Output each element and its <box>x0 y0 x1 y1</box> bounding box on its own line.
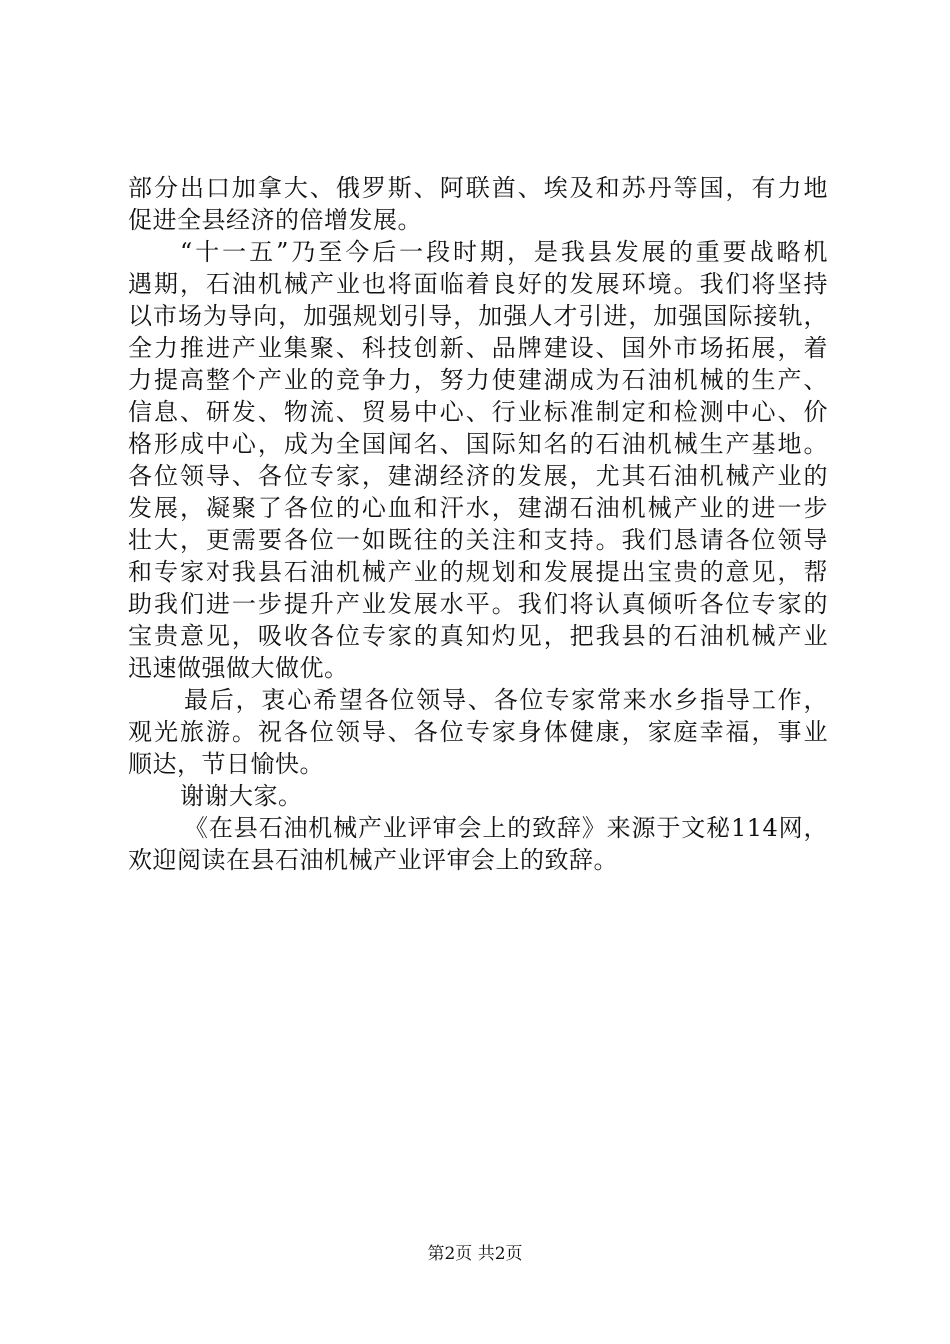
text-line: 《在县石油机械产业评审会上的致辞》来源于文秘114网， <box>184 814 828 842</box>
text-line: 信息、研发、物流、贸易中心、行业标准制定和检测中心、价 <box>128 398 828 426</box>
page-footer: 第2页 共2页 <box>427 1244 523 1264</box>
document-body <box>128 172 828 876</box>
text-line: 谢谢大家。 <box>180 782 303 810</box>
text-line: 格形成中心，成为全国闻名、国际知名的石油机械生产基地。 <box>128 430 828 458</box>
text-line: 部分出口加拿大、俄罗斯、阿联酋、埃及和苏丹等国，有力地 <box>128 174 828 202</box>
text-line: 宝贵意见，吸收各位专家的真知灼见，把我县的石油机械产业 <box>128 622 828 650</box>
text-line: 各位领导、各位专家，建湖经济的发展，尤其石油机械产业的 <box>128 462 828 490</box>
text-line: 欢迎阅读在县石油机械产业评审会上的致辞。 <box>128 846 618 874</box>
text-line: 以市场为导向，加强规划引导，加强人才引进，加强国际接轨， <box>128 302 828 330</box>
text-line: 观光旅游。祝各位领导、各位专家身体健康，家庭幸福，事业 <box>128 718 828 746</box>
text-line: 发展，凝聚了各位的心血和汗水，建湖石油机械产业的进一步 <box>128 494 828 522</box>
text-line: “十一五”乃至今后一段时期，是我县发展的重要战略机 <box>180 238 828 266</box>
text-line: 促进全县经济的倍增发展。 <box>128 206 422 234</box>
text-line: 全力推进产业集聚、科技创新、品牌建设、国外市场拓展，着 <box>128 334 828 362</box>
text-line: 遇期，石油机械产业也将面临着良好的发展环境。我们将坚持 <box>128 270 828 298</box>
text-line: 力提高整个产业的竞争力，努力使建湖成为石油机械的生产、 <box>128 366 828 394</box>
text-line: 壮大，更需要各位一如既往的关注和支持。我们恳请各位领导 <box>128 526 828 554</box>
text-line: 顺达，节日愉快。 <box>128 750 324 778</box>
text-line: 助我们进一步提升产业发展水平。我们将认真倾听各位专家的 <box>128 590 828 618</box>
text-line: 和专家对我县石油机械产业的规划和发展提出宝贵的意见，帮 <box>128 558 828 586</box>
text-line: 迅速做强做大做优。 <box>128 654 349 682</box>
text-line: 最后，衷心希望各位领导、各位专家常来水乡指导工作， <box>184 686 828 714</box>
